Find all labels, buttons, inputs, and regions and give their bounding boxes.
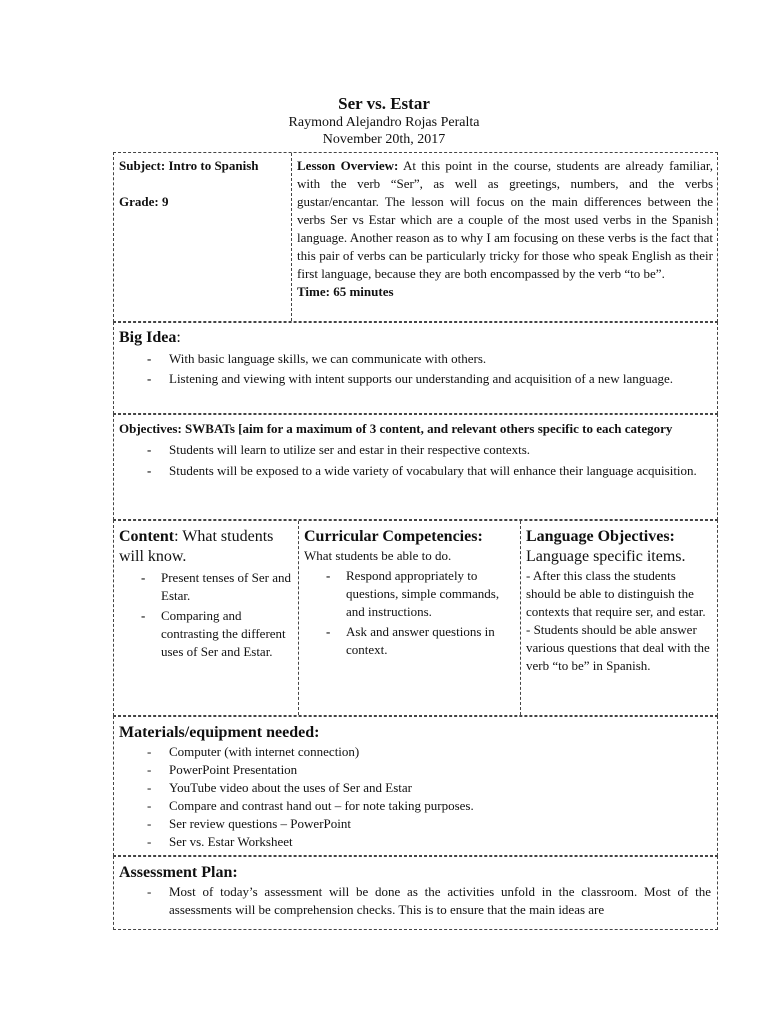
materials-section <box>113 716 718 856</box>
assessment-list <box>119 883 711 919</box>
list-item: - Compare and contrast hand out – for note taking purposes. <box>119 797 711 815</box>
list-item: - Comparing and contrasting the different uses of Ser and Estar. <box>119 607 297 661</box>
big-idea-list <box>119 350 711 388</box>
big-idea-colon: : <box>176 329 181 346</box>
subject-cell <box>119 153 291 321</box>
curricular-subtitle: What students be able to do. <box>304 548 452 563</box>
list-item: - Listening and viewing with intent supports our understanding and acquisition of a new language. <box>119 370 711 388</box>
list-item: - Students will learn to utilize ser and estar in their respective contexts. <box>119 441 711 459</box>
language-heading: Language Objectives: <box>526 528 675 545</box>
language-item: - Students should be able answer various questions that deal with the verb “to be” in Spanish. <box>526 622 710 673</box>
content-label: Content <box>119 528 175 545</box>
overview-cell <box>297 153 713 321</box>
subject-label: Subject: Intro to Spanish <box>119 158 259 173</box>
language-cell <box>526 521 712 715</box>
list-item: - Ser vs. Estar Worksheet <box>119 833 711 851</box>
content-heading <box>119 527 297 567</box>
list-item: - Ask and answer questions in context. <box>304 623 518 659</box>
lesson-overview <box>297 157 713 283</box>
list-item: - YouTube video about the uses of Ser and Estar <box>119 779 711 797</box>
big-idea-section <box>113 322 718 414</box>
materials-list <box>119 743 711 851</box>
curricular-cell <box>304 521 518 715</box>
content-list <box>119 569 297 661</box>
list-item: - Computer (with internet connection) <box>119 743 711 761</box>
curricular-heading: Curricular Competencies: <box>304 528 483 545</box>
language-item: - After this class the students should be able to distinguish the contexts that require ser, and estar. <box>526 568 706 619</box>
author-name: Raymond Alejandro Rojas Peralta <box>288 115 480 130</box>
lesson-header-section <box>113 152 718 322</box>
materials-heading: Materials/equipment needed: <box>119 724 320 741</box>
competencies-section <box>113 520 718 716</box>
list-item: - Most of today’s assessment will be done as the activities unfold in the classroom. Most of the assessments will be comprehension checks. This is to ensure that the main ideas are <box>119 883 711 919</box>
list-item: - With basic language skills, we can communicate with others. <box>119 350 711 368</box>
curricular-list <box>304 567 518 659</box>
list-item: - PowerPoint Presentation <box>119 761 711 779</box>
document-date: November 20th, 2017 <box>322 132 446 147</box>
big-idea-heading <box>119 328 711 348</box>
lesson-time: Time: 65 minutes <box>297 284 394 299</box>
grade-label: Grade: 9 <box>119 194 169 209</box>
objectives-heading: Objectives: SWBATs [aim for a maximum of 3 content, and relevant others specific to each category <box>119 421 673 436</box>
overview-text: At this point in the course, students are already familiar, with the verb “Ser”, as well as greetings, numbers, and the verbs gustar/encantar. The lesson will focus on the main differences between the verbs Ser vs Estar which are a couple of the most used verbs in the Spanish language. Another reason as to why I am focusing on these verbs is the fact that this pair of verbs can be particularly tricky for those who speak English as their first language, because they are both encompassed by the verb “to be”. <box>297 158 713 281</box>
list-item: - Ser review questions – PowerPoint <box>119 815 711 833</box>
list-item: - Respond appropriately to questions, simple commands, and instructions. <box>304 567 518 621</box>
assessment-heading: Assessment Plan: <box>119 864 238 881</box>
content-subtitle: : What students will know. <box>119 528 274 565</box>
big-idea-label: Big Idea <box>119 329 177 346</box>
assessment-section <box>113 856 718 930</box>
language-subtitle: Language specific items. <box>526 548 686 565</box>
objectives-list <box>119 441 711 480</box>
document-title: Ser vs. Estar <box>338 94 430 113</box>
list-item: - Students will be exposed to a wide variety of vocabulary that will enhance their language acquisition. <box>119 462 711 480</box>
list-item: - Present tenses of Ser and Estar. <box>119 569 297 605</box>
content-cell <box>119 521 297 715</box>
objectives-section <box>113 414 718 520</box>
overview-label: Lesson Overview: <box>297 158 399 173</box>
